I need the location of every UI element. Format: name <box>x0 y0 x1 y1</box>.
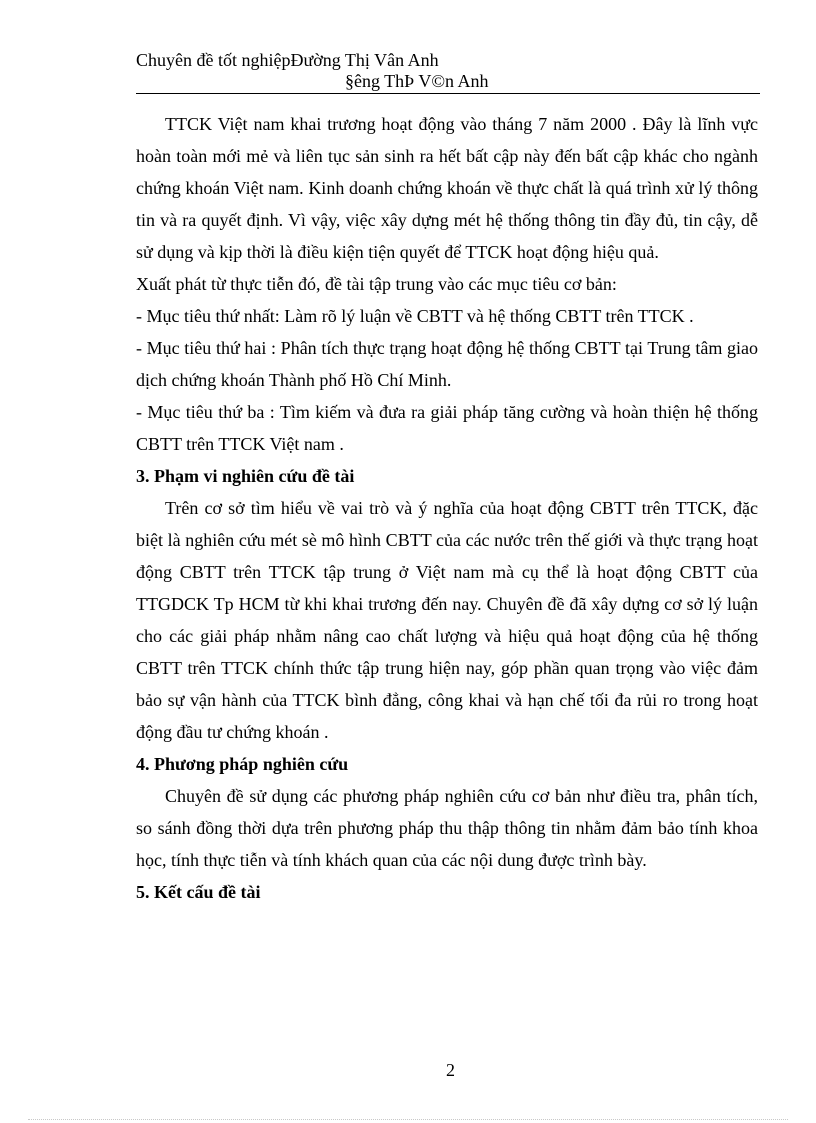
objective-item-3: - Mục tiêu thứ ba : Tìm kiếm và đưa ra giải pháp tăng cường và hoàn thiện hệ thống CBTT trên TTCK Việt nam . <box>136 402 758 454</box>
document-body <box>136 108 758 908</box>
header-author-garbled: §êng ThÞ V©n Anh <box>345 71 489 91</box>
paragraph-objectives-lead: Xuất phát từ thực tiễn đó, đề tài tập trung vào các mục tiêu cơ bản: <box>136 274 617 294</box>
paragraph-intro: TTCK Việt nam khai trương hoạt động vào tháng 7 năm 2000 . Đây là lĩnh vực hoàn toàn mới mẻ và liên tục sản sinh ra hết bất cập này đến bất cập khác cho ngành chứng khoán Việt nam. Kinh doanh chứng khoán về thực chất là quá trình xử lý thông tin và ra quyết định. Vì vậy, việc xây dựng mét hệ thống thông tin đầy đủ, tin cậy, dễ sử dụng và kịp thời là điều kiện tiện quyết để TTCK hoạt động hiệu quả. <box>136 114 758 262</box>
section-heading-methods: 4. Phương pháp nghiên cứu <box>136 754 349 774</box>
page-bottom-border <box>28 1119 788 1120</box>
section-heading-structure: 5. Kết cấu đề tài <box>136 882 261 902</box>
header-divider <box>136 93 760 94</box>
paragraph-methods: Chuyên đề sử dụng các phương pháp nghiên cứu cơ bản như điều tra, phân tích, so sánh đồng thời dựa trên phương pháp thu thập thông tin nhằm đảm bảo tính khoa học, tính thực tiễn và tính khách quan của các nội dung được trình bày. <box>136 786 758 870</box>
section-heading-scope: 3. Phạm vi nghiên cứu đề tài <box>136 466 355 486</box>
page-number: 2 <box>446 1060 455 1080</box>
objective-item-2: - Mục tiêu thứ hai : Phân tích thực trạng hoạt động hệ thống CBTT tại Trung tâm giao dịch chứng khoán Thành phố Hồ Chí Minh. <box>136 338 758 390</box>
objective-item-1: - Mục tiêu thứ nhất: Làm rõ lý luận về CBTT và hệ thống CBTT trên TTCK . <box>136 306 694 326</box>
header-title: Chuyên đề tốt nghiệpĐường Thị Vân Anh <box>136 50 439 70</box>
paragraph-scope: Trên cơ sở tìm hiểu về vai trò và ý nghĩa của hoạt động CBTT trên TTCK, đặc biệt là nghiên cứu mét sè mô hình CBTT của các nước trên thế giới và thực trạng hoạt động CBTT trên TTCK tập trung ở Việt nam mà cụ thể là hoạt động CBTT của TTGDCK Tp HCM từ khi khai trương đến nay. Chuyên đề đã xây dựng cơ sở lý luận cho các giải pháp nhằm nâng cao chất lượng và hiệu quả hoạt động của hệ thống CBTT trên TTCK chính thức tập trung hiện nay, góp phần quan trọng vào việc đảm bảo sự vận hành của TTCK bình đẳng, công khai và hạn chế tối đa rủi ro trong hoạt động đầu tư chứng khoán . <box>136 498 758 742</box>
